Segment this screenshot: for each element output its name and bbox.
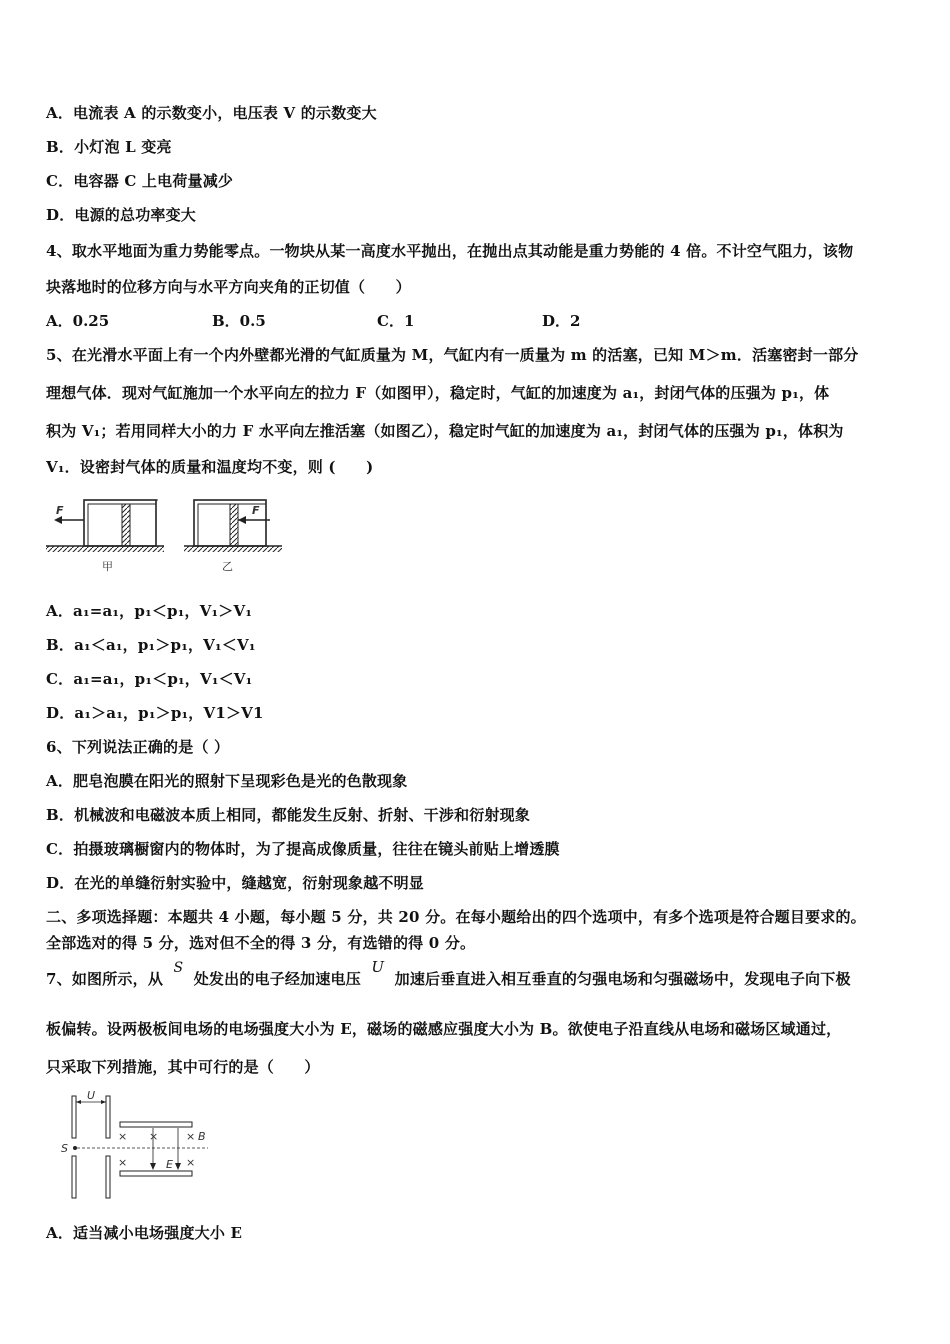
q3-option-d: D．电源的总功率变大 [46,206,197,224]
force-label-jia: F [56,504,64,517]
q7-option-a: A．适当减小电场强度大小 E [46,1224,243,1242]
q6-option-c: C．拍摄玻璃橱窗内的物体时，为了提高成像质量，往往在镜头前贴上增透膜 [46,840,560,858]
q7-stem-line2: 板偏转。设两极板间电场的电场强度大小为 E，磁场的磁感应强度大小为 B。欲使电子沿直线从电场和磁场区域通过， [46,1020,842,1038]
fig-label-s: S [61,1142,68,1155]
q7-symbol-u: U [371,958,385,976]
q3-option-c: C．电容器 C 上电荷量减少 [46,172,234,190]
fig-cross-3: × [186,1130,196,1143]
q6-option-b: B．机械波和电磁波本质上相同，都能发生反射、折射、干涉和衍射现象 [46,806,531,824]
q5-option-b: B．a₁＜a₁，p₁＞p₁，V₁＜V₁ [46,636,256,654]
q4-option-c: C．1 [377,312,415,330]
q7-stem-part2: 处发出的电子经加速电压 [193,970,361,988]
figure-label-yi: 乙 [222,560,233,573]
fig-label-u: U [87,1089,96,1102]
q6-option-a: A．肥皂泡膜在阳光的照射下呈现彩色是光的色散现象 [46,772,408,790]
fig-label-e: E [166,1158,173,1171]
fig-cross-5: × [186,1156,196,1169]
q4-option-a: A．0.25 [46,312,110,330]
q3-option-b: B．小灯泡 L 变亮 [46,138,172,156]
q4-stem-line2: 块落地时的位移方向与水平方向夹角的正切值（ ） [46,278,411,296]
q4-option-d: D．2 [542,312,581,330]
fig-cross-2: × [149,1130,159,1143]
q4-option-b: B．0.5 [212,312,266,330]
fig-cross-4: × [118,1156,128,1169]
figure-label-jia: 甲 [102,560,113,573]
q7-stem-part1: 7、如图所示，从 [46,970,164,988]
section2-line1: 二、多项选择题：本题共 4 小题，每小题 5 分，共 20 分。在每小题给出的四个选项中，有多个选项是符合题目要求的。 [46,908,866,926]
q5-stem-line1: 5、在光滑水平面上有一个内外壁都光滑的气缸质量为 M，气缸内有一质量为 m 的活塞，已知 M＞m．活塞密封一部分 [46,346,859,364]
q7-stem-line1 [46,958,851,989]
q5-option-a: A．a₁=a₁，p₁＜p₁，V₁＞V₁ [46,602,253,620]
q7-stem-line3: 只采取下列措施，其中可行的是（ ） [46,1058,320,1076]
figure-yi [184,500,282,573]
q4-stem-line1: 4、取水平地面为重力势能零点。一物块从某一高度水平抛出，在抛出点其动能是重力势能的 4 倍。不计空气阻力，该物 [46,242,854,260]
q5-stem-line2: 理想气体．现对气缸施加一个水平向左的拉力 F（如图甲），稳定时，气缸的加速度为 a₁，封闭气体的压强为 p₁，体 [46,384,830,402]
force-label-yi: F [252,504,260,517]
q5-stem-line4: V₁．设密封气体的质量和温度均不变，则 ( ) [46,458,374,476]
q5-option-d: D．a₁＞a₁，p₁＞p₁，V1＞V1 [46,704,264,722]
q7-symbol-s: S [173,960,184,976]
figure-jia [46,500,164,573]
q7-stem-part3: 加速后垂直进入相互垂直的匀强电场和匀强磁场中，发现电子向下极 [394,970,851,988]
q6-stem: 6、下列说法正确的是（ ） [46,738,230,756]
q6-option-d: D．在光的单缝衍射实验中，缝越宽，衍射现象越不明显 [46,874,425,892]
section2-line2: 全部选对的得 5 分，选对但不全的得 3 分，有选错的得 0 分。 [46,934,476,952]
q3-option-a: A．电流表 A 的示数变小，电压表 V 的示数变大 [46,104,377,122]
q5-stem-line3: 积为 V₁；若用同样大小的力 F 水平向左推活塞（如图乙），稳定时气缸的加速度为 a₁，封闭气体的压强为 p₁，体积为 [46,422,844,440]
fig-label-b: B [198,1130,206,1143]
q5-option-c: C．a₁=a₁，p₁＜p₁，V₁＜V₁ [46,670,253,688]
electron-field-figure [58,1088,214,1204]
cylinder-figure [42,488,282,576]
fig-cross-1: × [118,1130,128,1143]
